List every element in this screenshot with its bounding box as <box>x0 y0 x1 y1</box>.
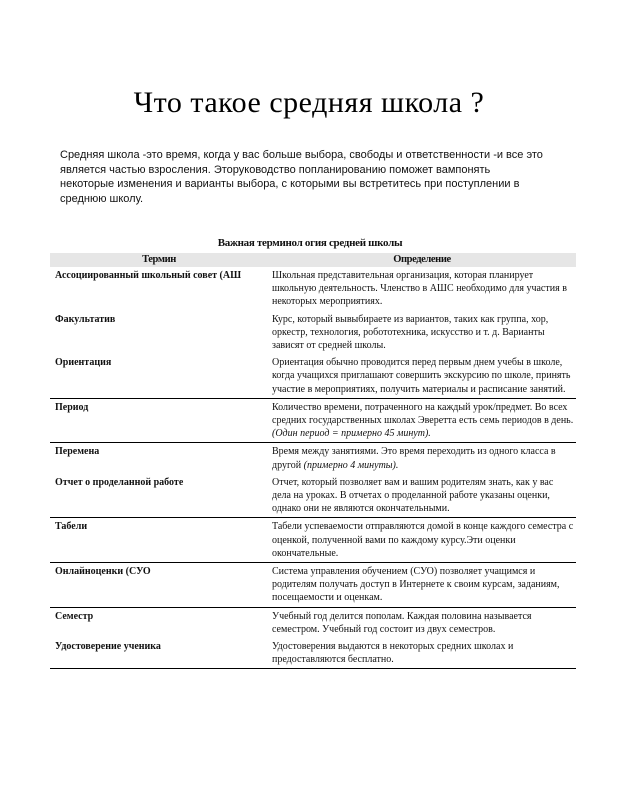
row-term: Семестр <box>55 610 94 622</box>
row-definition: Время между занятиями. Это время переходить из одного класса в другой (примерно 4 минуты). <box>272 446 556 471</box>
row-term: Факультатив <box>55 313 116 325</box>
table-row <box>50 638 576 669</box>
row-term: Период <box>55 401 89 413</box>
table-row <box>50 311 576 355</box>
table-row <box>50 354 576 398</box>
row-definition: Удостоверения выдаются в некоторых средних школах и предоставляются бесплатно. <box>272 641 514 666</box>
row-term: Ориентация <box>55 357 112 369</box>
table-row <box>50 398 576 443</box>
intro-line: Средняя школа -это время, когда у вас больше выбора, свободы и ответственности -и все это <box>60 149 543 161</box>
terms-table <box>50 253 576 669</box>
row-term: Перемена <box>55 446 100 458</box>
row-definition: Количество времени, потраченного на каждый урок/предмет. Во всех средних государственных школах Эверетта есть семь периодов в день. (Один период = примерно 45 минут). <box>272 401 574 440</box>
row-definition: Ориентация обычно проводится перед первым днем учебы в школе, когда учащихся приглашают совершить экскурсию по школе, принять участие в мероприятиях, получить материалы и расписание занятий. <box>272 357 571 395</box>
row-term: Удостоверение ученика <box>55 641 161 653</box>
table-row <box>50 562 576 607</box>
table-row <box>50 442 576 473</box>
intro-paragraph <box>60 148 560 206</box>
intro-line: среднюю школу. <box>60 192 144 205</box>
row-term: Отчет о проделанной работе <box>55 476 184 488</box>
row-term: Табели <box>55 521 88 533</box>
header-definition: Определение <box>393 254 451 266</box>
intro-line: является частью взросления. Эторуководство попланированию поможет вампонять <box>60 163 491 176</box>
table-row <box>50 607 576 638</box>
table-row <box>50 517 576 562</box>
row-definition: Учебный год делится пополам. Каждая половина называется семестром. Учебный год состоит из двух семестров. <box>272 610 532 635</box>
row-definition: Отчет, который позволяет вам и вашим родителям знать, как у вас дела на уроках. В отчетах о проделанной работе указаны оценки, однако они не являются окончательными. <box>272 476 554 515</box>
row-definition: Система управления обучением (СУО) позволяет учащимся и родителям получать доступ в Интернете к своим курсам, заданиям, посещаемости и оценкам. <box>272 566 560 604</box>
table-row <box>50 267 576 311</box>
intro-line: некоторые изменения и варианты выбора, с которыми вы встретитесь при поступлении в <box>60 178 520 190</box>
header-term: Термин <box>142 254 176 266</box>
row-definition: Табели успеваемости отправляются домой в конце каждого семестра с оценкой, полученной вами по каждому курсу.Эти оценки окончательные. <box>272 521 574 559</box>
page-title: Что такое средняя школа ? <box>133 86 485 119</box>
row-definition: Курс, который вывыбираете из вариантов, таких как группа, хор, оркестр, технология, робототехника, искусство и т. д. Варианты зависят от средней школы. <box>272 313 549 352</box>
table-header <box>50 253 576 267</box>
table-title: Важная терминол огия средней школы <box>217 237 403 249</box>
table-row <box>50 474 576 518</box>
row-term: Онлайноценки (СУО <box>55 566 151 578</box>
row-definition: Школьная представительная организация, которая планирует школьную деятельность. Членство в АШС необходимо для участия в некоторых мероприятиях. <box>272 270 567 308</box>
row-term: Ассоциированный школьный совет (АШ <box>55 270 242 281</box>
